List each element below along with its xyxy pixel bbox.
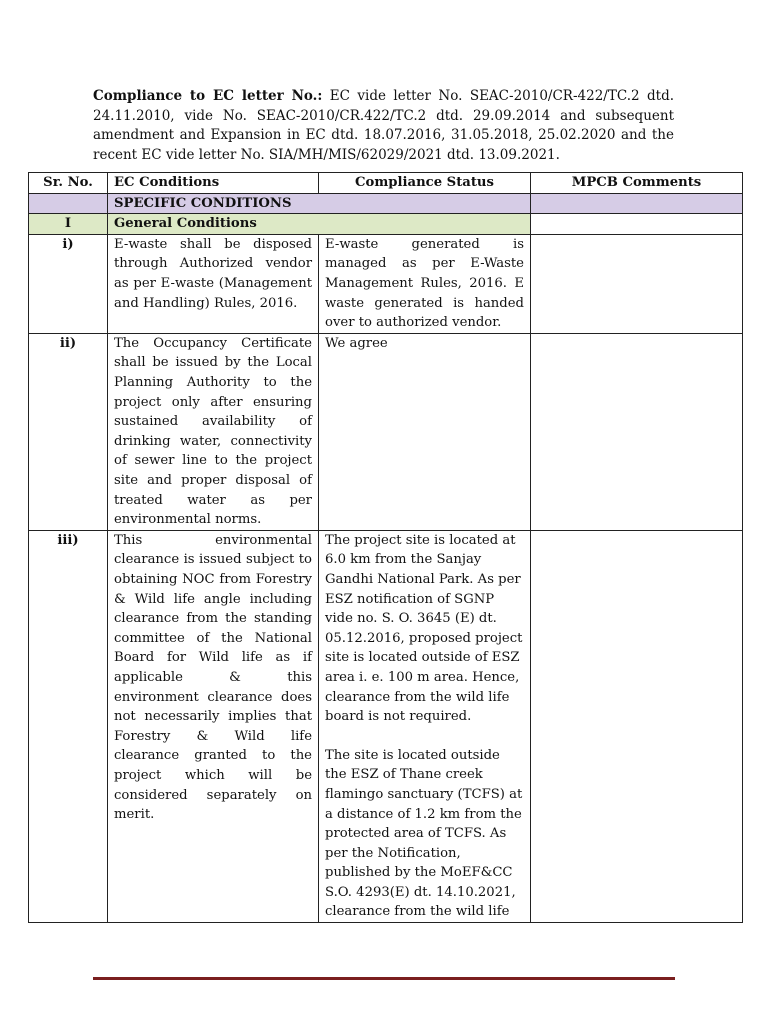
mpcb-comment: [531, 333, 743, 530]
row-number: iii): [29, 530, 108, 922]
general-conditions-label: General Conditions: [108, 214, 531, 235]
table-header-row: [29, 173, 743, 194]
header-sr-no: Sr. No.: [29, 173, 108, 194]
general-conditions-row: [29, 214, 743, 235]
table-row: [29, 234, 743, 333]
paragraph-gap: [325, 727, 524, 746]
compliance-status-text: E-waste generated is managed as per E-Waste Management Rules, 2016. E waste generated is handed over to authorized vendor.: [319, 234, 531, 333]
specific-empty-cell: [29, 193, 108, 214]
compliance-status-text: The project site is located at 6.0 km from the Sanjay Gandhi National Park. As per ESZ notification of SGNP vide no. S. O. 3645 (E) dt. 05.12.2016, proposed project site is located outside of ESZ area i. e. 100 m area. Hence, clearance from the wild life board is not required.: [325, 532, 523, 725]
header-ec-conditions: EC Conditions: [108, 173, 319, 194]
compliance-status-cell: [319, 530, 531, 922]
compliance-status-text: The site is located outside the ESZ of Thane creek flamingo sanctuary (TCFS) at a distance of 1.2 km from the protected area of TCFS. As per the Notification, published by the MoEF&CC S.O. 4293(E) dt. 14.10.2021, clearance from the wild life: [325, 747, 523, 920]
general-empty-cell: [531, 214, 743, 235]
ec-condition-text: This environmental clearance is issued subject to obtaining NOC from Forestry & Wild life angle including clearance from the standing committee of the National Board for Wild life as if applicable & this environment clearance does not necessarily implies that Forestry & Wild life clearance granted to the project which will be considered separately on merit.: [108, 530, 319, 922]
compliance-intro-paragraph: [93, 87, 674, 165]
ec-condition-text: E-waste shall be disposed through Authorized vendor as per E-waste (Management and Handling) Rules, 2016.: [108, 234, 319, 333]
ec-compliance-table: [28, 172, 743, 923]
ec-condition-text: The Occupancy Certificate shall be issued by the Local Planning Authority to the project only after ensuring sustained availability of drinking water, connectivity of sewer line to the project site and proper disposal of treated water as per environmental norms.: [108, 333, 319, 530]
footer-rule: [93, 977, 675, 980]
intro-label: Compliance to EC letter No.:: [93, 88, 323, 104]
mpcb-comment: [531, 530, 743, 922]
table-row: [29, 333, 743, 530]
row-number: ii): [29, 333, 108, 530]
specific-conditions-row: [29, 193, 743, 214]
table-row: [29, 530, 743, 922]
compliance-status-text: We agree: [319, 333, 531, 530]
intro-text: EC vide letter No. SEAC-2010/CR-422/TC.2 dtd. 24.11.2010, vide No. SEAC-2010/CR.422/TC.2 dtd. 29.09.2014 and subsequent amendment and Expansion in EC dtd. 18.07.2016, 31.05.2018, 25.02.2020 and the recent EC vide letter No. SIA/MH/MIS/62029/2021 dtd. 13.09.2021.: [93, 88, 674, 163]
specific-conditions-label: SPECIFIC CONDITIONS: [108, 193, 531, 214]
row-number: i): [29, 234, 108, 333]
header-mpcb-comments: MPCB Comments: [531, 173, 743, 194]
mpcb-comment: [531, 234, 743, 333]
specific-empty-cell-2: [531, 193, 743, 214]
header-compliance-status: Compliance Status: [319, 173, 531, 194]
general-conditions-number: I: [29, 214, 108, 235]
